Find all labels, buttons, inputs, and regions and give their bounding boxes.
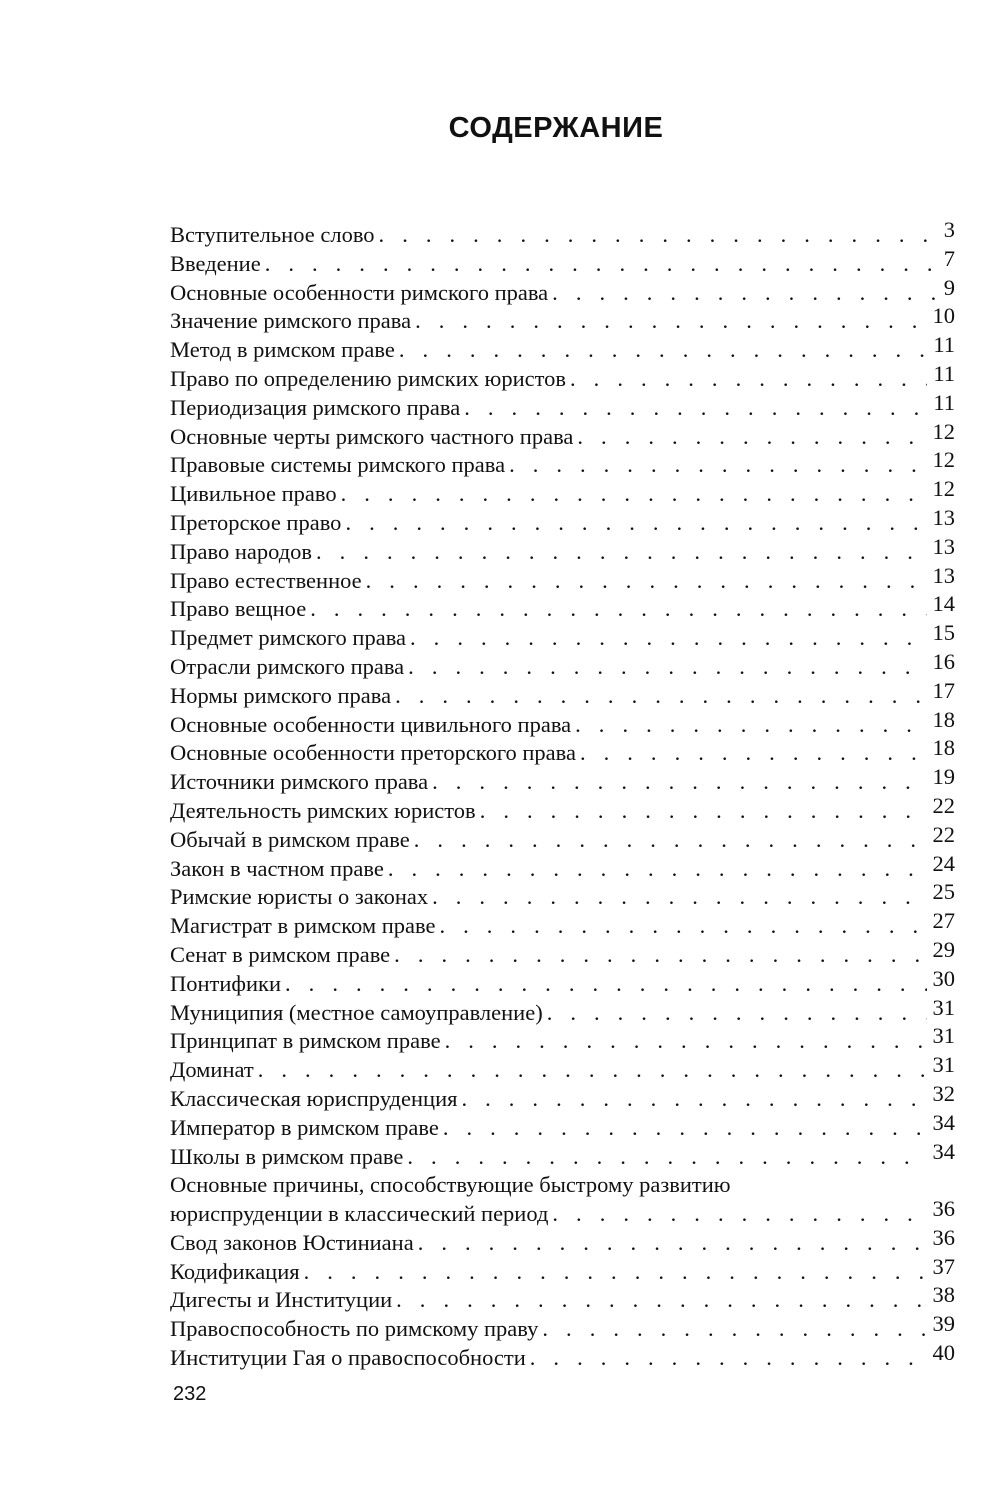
toc-entry-label: Право естественное xyxy=(170,567,362,593)
dot-leader xyxy=(480,797,927,826)
dot-leader xyxy=(399,336,927,365)
toc-entry-label: Император в римском праве xyxy=(170,1114,439,1140)
toc-entry-page: 25 xyxy=(932,879,955,905)
toc-entry xyxy=(170,1196,955,1229)
toc-entry-label: Право вещное xyxy=(170,596,307,622)
dot-leader xyxy=(408,653,926,682)
toc-entry xyxy=(170,1138,955,1172)
toc-entry xyxy=(170,936,955,970)
toc-entry-label: Источники римского права xyxy=(170,769,429,795)
toc-entry xyxy=(170,360,955,394)
toc-entry xyxy=(170,648,955,682)
toc-entry-label: Дигесты и Институции xyxy=(170,1287,393,1313)
dot-leader xyxy=(577,423,926,452)
dot-leader xyxy=(410,624,926,653)
toc-entry xyxy=(170,1224,955,1258)
toc-entry-label: Отрасли римского права xyxy=(170,653,405,679)
toc-entry-label: Основные особенности цивильного права xyxy=(170,711,572,737)
toc-entry-page: 29 xyxy=(932,936,955,962)
toc-entry-page: 16 xyxy=(932,648,955,674)
toc-entry-label: Институции Гая о правоспособности xyxy=(170,1345,526,1371)
toc-entry xyxy=(170,332,955,365)
dot-leader xyxy=(445,1027,927,1056)
dot-leader xyxy=(310,595,926,624)
toc-entry xyxy=(170,476,955,509)
toc-entry xyxy=(170,1282,955,1315)
dot-leader xyxy=(394,941,926,970)
toc-entry xyxy=(170,965,955,999)
dot-leader xyxy=(366,567,927,596)
toc-entry-page: 22 xyxy=(932,821,955,847)
toc-entry-label: Право народов xyxy=(170,538,313,564)
toc-entry xyxy=(170,821,955,855)
toc-entry xyxy=(170,620,955,653)
toc-entry-label: Нормы римского права xyxy=(170,682,392,708)
dot-leader xyxy=(580,739,927,768)
toc-entry xyxy=(170,908,955,941)
toc-entry-page: 11 xyxy=(933,332,955,358)
toc-entry xyxy=(170,591,955,624)
dot-leader xyxy=(432,768,926,797)
page-number: 232 xyxy=(173,1383,207,1405)
toc-entry-label: Понтифики xyxy=(170,970,282,996)
dot-leader xyxy=(530,1344,927,1373)
toc-entry-label: Периодизация римского права xyxy=(170,394,461,420)
dot-leader xyxy=(345,509,926,538)
toc-entry xyxy=(170,677,955,711)
table-of-contents xyxy=(170,217,955,1373)
toc-entry-page: 24 xyxy=(932,850,955,876)
toc-entry xyxy=(170,1080,955,1114)
toc-entry-label: Правоспособность по римскому праву xyxy=(170,1316,539,1342)
toc-entry-label: Магистрат в римском праве xyxy=(170,913,436,939)
toc-entry xyxy=(170,245,955,279)
toc-entry-page: 27 xyxy=(932,908,955,934)
toc-entry-page: 12 xyxy=(932,476,955,502)
toc-entry-page: 18 xyxy=(932,706,955,732)
toc-entry-label: Предмет римского права xyxy=(170,625,407,651)
toc-entry-page: 13 xyxy=(932,504,955,530)
toc-entry-label: Основные особенности преторского права xyxy=(170,740,576,766)
dot-leader xyxy=(414,826,927,855)
dot-leader xyxy=(407,1143,926,1172)
dot-leader xyxy=(396,1286,926,1315)
toc-entry-label: Введение xyxy=(170,250,261,276)
dot-leader xyxy=(461,1085,926,1114)
dot-leader xyxy=(509,451,926,480)
toc-entry-page: 31 xyxy=(932,1023,955,1049)
toc-entry-page: 38 xyxy=(932,1282,955,1308)
toc-entry-label: Деятельность римских юристов xyxy=(170,797,476,823)
dot-leader xyxy=(439,912,926,941)
dot-leader xyxy=(552,279,938,308)
dot-leader xyxy=(432,883,926,912)
dot-leader xyxy=(316,538,926,567)
toc-entry-label: юриспруденции в классический период xyxy=(170,1201,549,1227)
toc-entry-page: 17 xyxy=(932,677,955,703)
toc-entry-page: 3 xyxy=(943,217,955,242)
toc-entry-label: Классическая юриспруденция xyxy=(170,1085,458,1111)
dot-leader xyxy=(285,970,926,999)
dot-leader xyxy=(341,480,927,509)
toc-entry-page: 39 xyxy=(932,1311,955,1337)
toc-entry-page: 37 xyxy=(932,1253,955,1279)
toc-entry-label: Муниципия (местное самоуправление) xyxy=(170,999,543,1025)
toc-entry xyxy=(170,1023,955,1056)
toc-entry-label: Закон в частном праве xyxy=(170,855,384,881)
dot-leader xyxy=(542,1315,926,1344)
toc-entry-page: 36 xyxy=(932,1224,955,1250)
toc-entry-page: 14 xyxy=(932,591,955,617)
toc-entry-label: Римские юристы о законах xyxy=(170,884,429,910)
toc-entry xyxy=(170,1340,955,1373)
toc-entry-page: 36 xyxy=(932,1196,955,1222)
toc-entry-page: 11 xyxy=(933,389,955,415)
toc-entry-page: 34 xyxy=(932,1138,955,1164)
toc-entry-label: Правовые системы римского права xyxy=(170,452,506,478)
dot-leader xyxy=(388,855,927,884)
toc-entry-page: 13 xyxy=(932,562,955,588)
toc-entry-label-line: Основные причины, способствующие быстрому развитию xyxy=(170,1172,731,1198)
toc-entry-page: 30 xyxy=(932,965,955,991)
dot-leader xyxy=(395,682,926,711)
toc-entry-label: Обычай в римском праве xyxy=(170,826,410,852)
dot-leader xyxy=(443,1114,927,1143)
toc-entry-page: 18 xyxy=(932,735,955,761)
dot-leader xyxy=(547,999,927,1028)
toc-entry-page: 10 xyxy=(932,303,955,329)
toc-entry-label: Преторское право xyxy=(170,509,342,535)
dot-leader xyxy=(570,365,927,394)
dot-leader xyxy=(415,307,926,336)
toc-entry-page: 31 xyxy=(932,994,955,1020)
toc-entry-page: 34 xyxy=(932,1109,955,1135)
toc-entry xyxy=(170,994,955,1028)
toc-entry-page: 22 xyxy=(932,792,955,818)
toc-entry xyxy=(170,764,955,797)
toc-entry-label: Школы в римском праве xyxy=(170,1143,404,1169)
toc-entry-page: 32 xyxy=(932,1080,955,1106)
dot-leader xyxy=(575,711,926,740)
toc-entry-page: 12 xyxy=(932,447,955,473)
toc-entry-label: Право по определению римских юристов xyxy=(170,365,567,391)
toc-entry-page: 11 xyxy=(933,360,955,386)
dot-leader xyxy=(258,1056,927,1085)
toc-entry-page: 12 xyxy=(932,418,955,444)
toc-entry xyxy=(170,1253,955,1287)
dot-leader xyxy=(379,221,938,250)
dot-leader xyxy=(418,1229,927,1258)
dot-leader xyxy=(552,1200,926,1229)
toc-entry-label: Принципат в римском праве xyxy=(170,1028,441,1054)
toc-entry xyxy=(170,879,955,912)
toc-entry-page: 13 xyxy=(932,533,955,559)
toc-entry xyxy=(170,274,955,308)
toc-entry-label: Метод в римском праве xyxy=(170,337,395,363)
toc-entry xyxy=(170,1109,955,1143)
toc-entry-label: Основные черты римского частного права xyxy=(170,423,574,449)
toc-entry-label: Кодификация xyxy=(170,1258,300,1284)
toc-entry xyxy=(170,217,955,250)
toc-entry xyxy=(170,1311,955,1344)
toc-entry-page: 19 xyxy=(932,764,955,790)
toc-entry-label: Основные особенности римского права xyxy=(170,279,549,305)
toc-entry xyxy=(170,389,955,423)
toc-entry xyxy=(170,447,955,480)
toc-entry-label: Вступительное слово xyxy=(170,222,375,247)
toc-entry-page: 9 xyxy=(943,274,955,300)
toc-entry-label: Значение римского права xyxy=(170,308,412,334)
toc-entry-page: 7 xyxy=(943,245,955,271)
toc-entry-label: Свод законов Юстиниана xyxy=(170,1229,414,1255)
toc-entry-page: 31 xyxy=(932,1052,955,1078)
dot-leader xyxy=(464,394,927,423)
dot-leader xyxy=(304,1258,927,1287)
toc-entry xyxy=(170,504,955,538)
toc-entry xyxy=(170,850,955,884)
toc-entry xyxy=(170,792,955,826)
toc-entry-label: Доминат xyxy=(170,1057,254,1083)
toc-entry-page: 15 xyxy=(932,620,955,646)
page-title: СОДЕРЖАНИЕ xyxy=(448,112,664,144)
toc-entry xyxy=(170,418,955,452)
toc-entry xyxy=(170,735,955,768)
dot-leader xyxy=(265,250,938,279)
toc-entry xyxy=(170,303,955,336)
toc-entry xyxy=(170,1052,955,1085)
toc-entry xyxy=(170,533,955,567)
toc-entry-label: Сенат в римском праве xyxy=(170,941,391,967)
toc-entry xyxy=(170,562,955,596)
toc-entry xyxy=(170,706,955,740)
toc-entry-page: 40 xyxy=(932,1340,955,1366)
toc-entry-label: Цивильное право xyxy=(170,481,337,507)
